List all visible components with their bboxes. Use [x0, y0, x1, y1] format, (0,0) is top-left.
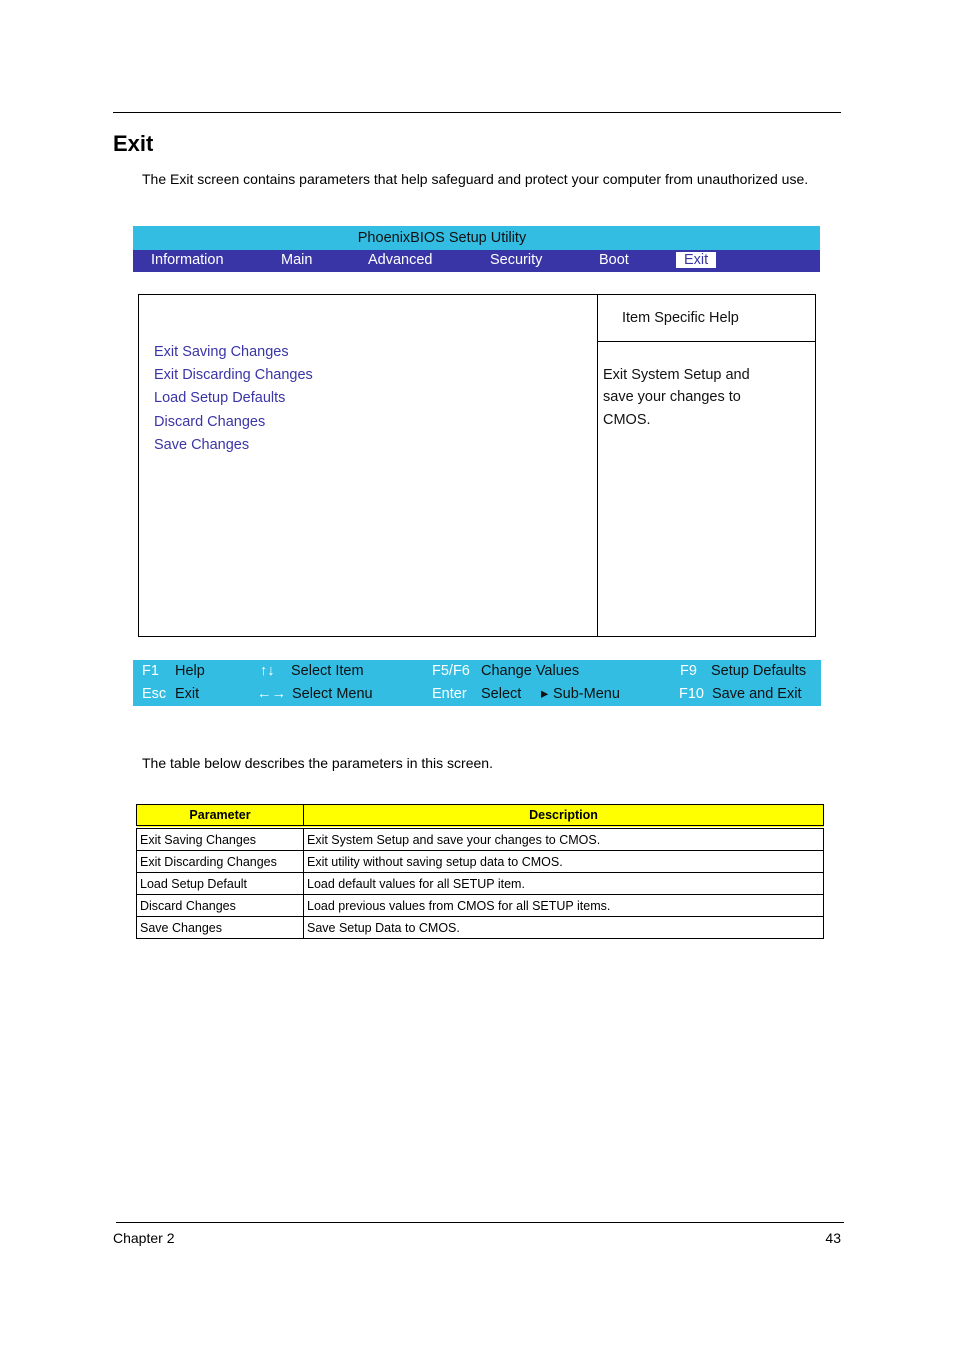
key-f5-f6: F5/F6: [432, 663, 470, 679]
key-f10: F10: [679, 686, 704, 702]
key-esc: Esc: [142, 686, 167, 702]
option-exit-saving-changes[interactable]: Exit Saving Changes: [154, 344, 289, 360]
key-label-help: Help: [175, 663, 205, 679]
description-cell: Exit utility without saving setup data to CMOS.: [304, 851, 824, 873]
help-divider: [597, 341, 815, 342]
table-row: [137, 851, 824, 873]
key-label-exit: Exit: [175, 686, 200, 702]
parameter-cell: Discard Changes: [137, 895, 304, 917]
menu-security[interactable]: Security: [490, 252, 543, 268]
option-exit-discarding-changes[interactable]: Exit Discarding Changes: [154, 367, 313, 383]
parameter-table: [136, 804, 824, 939]
description-cell: Load default values for all SETUP item.: [304, 873, 824, 895]
option-load-setup-defaults[interactable]: Load Setup Defaults: [154, 390, 286, 406]
column-header-description: Description: [304, 805, 824, 828]
panel-divider: [597, 295, 598, 636]
column-header-parameter: Parameter: [137, 805, 304, 828]
menu-exit[interactable]: Exit: [676, 252, 716, 268]
bios-title: PhoenixBIOS Setup Utility: [357, 230, 527, 246]
parameter-cell: Exit Discarding Changes: [137, 851, 304, 873]
help-title: Item Specific Help: [622, 310, 739, 326]
option-save-changes[interactable]: Save Changes: [154, 437, 250, 453]
key-label-save-and-exit: Save and Exit: [712, 686, 802, 702]
key-enter: Enter: [432, 686, 467, 702]
footer-chapter: Chapter 2: [113, 1230, 175, 1246]
bios-panel: [138, 294, 816, 637]
help-text-line: Exit System Setup and: [603, 367, 750, 383]
parameter-cell: Load Setup Default: [137, 873, 304, 895]
footer-rule: [116, 1222, 844, 1223]
triangle-right-icon: ▸: [541, 686, 549, 702]
page-title: Exit: [113, 131, 154, 156]
key-legend-bar: [133, 660, 821, 706]
parameter-cell: Exit Saving Changes: [137, 827, 304, 851]
key-label-change-values: Change Values: [481, 663, 580, 679]
intro-paragraph: The Exit screen contains parameters that help safeguard and protect your computer from unauthorized use.: [142, 171, 809, 187]
up-down-arrows-icon: ↑↓: [260, 663, 275, 679]
top-rule: [113, 112, 841, 113]
table-row: [137, 827, 824, 851]
key-f9: F9: [680, 663, 697, 679]
description-cell: Save Setup Data to CMOS.: [304, 917, 824, 939]
bios-title-bar: [133, 226, 820, 250]
key-label-select-item: Select Item: [291, 663, 364, 679]
table-row: [137, 895, 824, 917]
help-text-line: CMOS.: [603, 412, 651, 428]
key-label-select: Select: [481, 686, 522, 702]
key-label-select-menu: Select Menu: [292, 686, 373, 702]
menu-boot[interactable]: Boot: [599, 252, 629, 268]
table-header-row: [137, 805, 824, 828]
description-cell: Exit System Setup and save your changes to CMOS.: [304, 827, 824, 851]
table-row: [137, 873, 824, 895]
parameter-cell: Save Changes: [137, 917, 304, 939]
menu-main[interactable]: Main: [281, 252, 313, 268]
key-f1: F1: [142, 663, 159, 679]
menu-information[interactable]: Information: [151, 252, 224, 268]
description-cell: Load previous values from CMOS for all SETUP items.: [304, 895, 824, 917]
help-text-line: save your changes to: [603, 389, 741, 405]
option-discard-changes[interactable]: Discard Changes: [154, 414, 266, 430]
table-intro: The table below describes the parameters in this screen.: [142, 755, 493, 771]
table-row: [137, 917, 824, 939]
left-right-arrows-icon: ←→: [257, 686, 286, 702]
bios-menu-bar: [133, 250, 820, 272]
key-label-setup-defaults: Setup Defaults: [711, 663, 807, 679]
menu-advanced[interactable]: Advanced: [368, 252, 433, 268]
key-label-sub-menu: Sub-Menu: [553, 686, 620, 702]
footer-page-number: 43: [825, 1230, 841, 1246]
